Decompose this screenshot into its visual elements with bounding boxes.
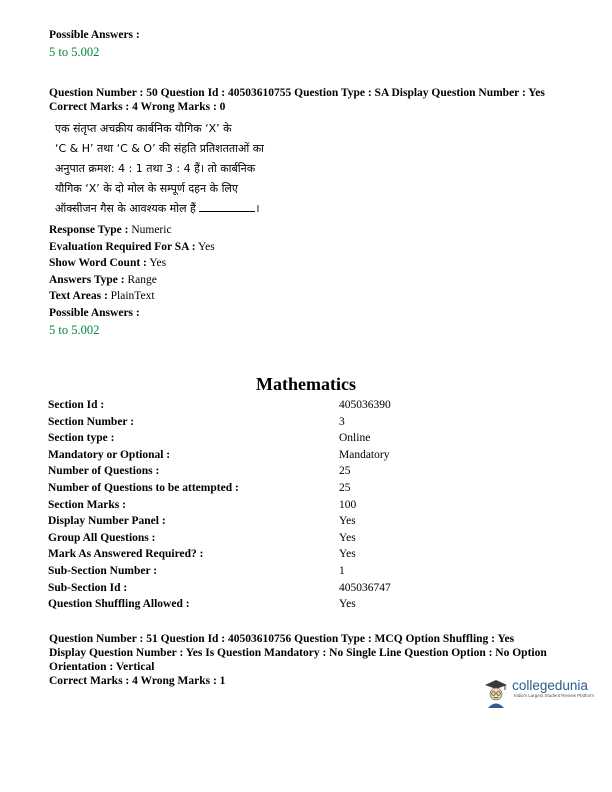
question-text-line-last [55,199,325,219]
question-text-line: ऑक्सीजन गैस के आवश्यक मोल हैं [55,202,196,215]
row-label: Group All Questions : [48,531,156,544]
question-text-line: ‘C & H’ तथा ‘C & O’ की संहति प्रतिशतताओं का [55,142,265,155]
logo-tagline: India's Largest Student Review Platform [514,693,594,698]
question-50-text [55,119,325,219]
logo-name: collegedunia [512,678,588,693]
question-50-meta: Question Number : 50 Question Id : 40503610755 Question Type : SA Display Question Number : Yes [49,87,545,99]
detail-value: Yes [198,240,215,253]
row-value: Online [339,432,371,445]
possible-answers-label-top: Possible Answers : [49,29,140,41]
detail-label: Show Word Count : [49,257,147,269]
row-value: 1 [339,564,345,577]
question-text-line: यौगिक ‘X’ के दो मोल के सम्पूर्ण दहन के लिए [55,182,238,195]
table-row [48,565,391,582]
row-value: Yes [339,515,356,528]
row-value: 25 [339,481,351,494]
collegedunia-logo [484,678,594,708]
question-51-orientation: Orientation : Vertical [49,661,155,673]
sentence-end: । [255,202,260,215]
question-text-line: अनुपात क्रमश: 4 : 1 तथा 3 : 4 हैं। तो कार्बनिक [55,162,256,175]
question-text-line: एक संतृप्त अचक्रीय कार्बनिक यौगिक ‘X’ के [55,122,232,135]
question-51-display: Display Question Number : Yes Is Question Mandatory : No Single Line Question Option : No Option [49,647,547,659]
row-value: 405036747 [339,581,391,594]
question-50-header [49,86,574,114]
question-51-marks: Correct Marks : 4 Wrong Marks : 1 [49,675,226,687]
detail-label: Text Areas : [49,290,108,302]
detail-row [49,288,215,305]
row-label: Section Marks : [48,498,126,511]
detail-value: Range [127,273,157,286]
table-row [48,499,391,516]
detail-row [49,239,215,256]
row-value: 25 [339,465,351,478]
detail-value: Yes [149,257,167,269]
table-row [48,416,391,433]
row-label: Number of Questions to be attempted : [48,481,239,494]
answer-blank [199,201,255,212]
section-info-table [48,399,391,615]
possible-answers-value-top: 5 to 5.002 [49,45,100,59]
row-value: 100 [339,498,357,511]
table-row [48,432,391,449]
detail-row [49,272,215,289]
table-row [48,449,391,466]
detail-label: Answers Type : [49,273,125,286]
logo-text [512,678,594,699]
table-row [48,532,391,549]
row-label: Sub-Section Id : [48,581,128,594]
possible-answers-label: Possible Answers : [49,306,140,319]
row-label: Question Shuffling Allowed : [48,598,190,611]
question-50-details [49,222,215,321]
table-row [48,548,391,565]
row-value: Yes [339,531,356,544]
row-label: Sub-Section Number : [48,564,158,577]
table-row [48,399,391,416]
table-row [48,482,391,499]
row-label: Mandatory or Optional : [48,448,171,461]
detail-row [49,255,215,272]
row-label: Section Number : [48,415,135,428]
detail-label: Response Type : [49,224,129,236]
row-value: Yes [339,598,356,611]
table-row [48,515,391,532]
row-value: 405036390 [339,399,391,411]
row-label: Section type : [48,432,115,445]
question-51-meta: Question Number : 51 Question Id : 40503610756 Question Type : MCQ Option Shuffling : Yes [49,633,515,645]
detail-value: PlainText [110,290,155,302]
row-label: Mark As Answered Required? : [48,548,204,561]
row-label: Display Number Panel : [48,515,166,528]
question-50-marks: Correct Marks : 4 Wrong Marks : 0 [49,101,226,113]
table-row [48,598,391,615]
section-title: Mathematics [256,374,356,394]
row-label: Section Id : [48,399,105,411]
table-row [48,465,391,482]
row-value: 3 [339,415,345,428]
possible-answers-value: 5 to 5.002 [49,323,100,337]
detail-label: Evaluation Required For SA : [49,240,196,253]
detail-row [49,222,215,239]
row-value: Mandatory [339,448,390,461]
detail-value: Numeric [131,224,172,236]
graduate-icon [484,678,508,708]
row-label: Number of Questions : [48,465,160,478]
row-value: Yes [339,548,356,561]
table-row [48,582,391,599]
